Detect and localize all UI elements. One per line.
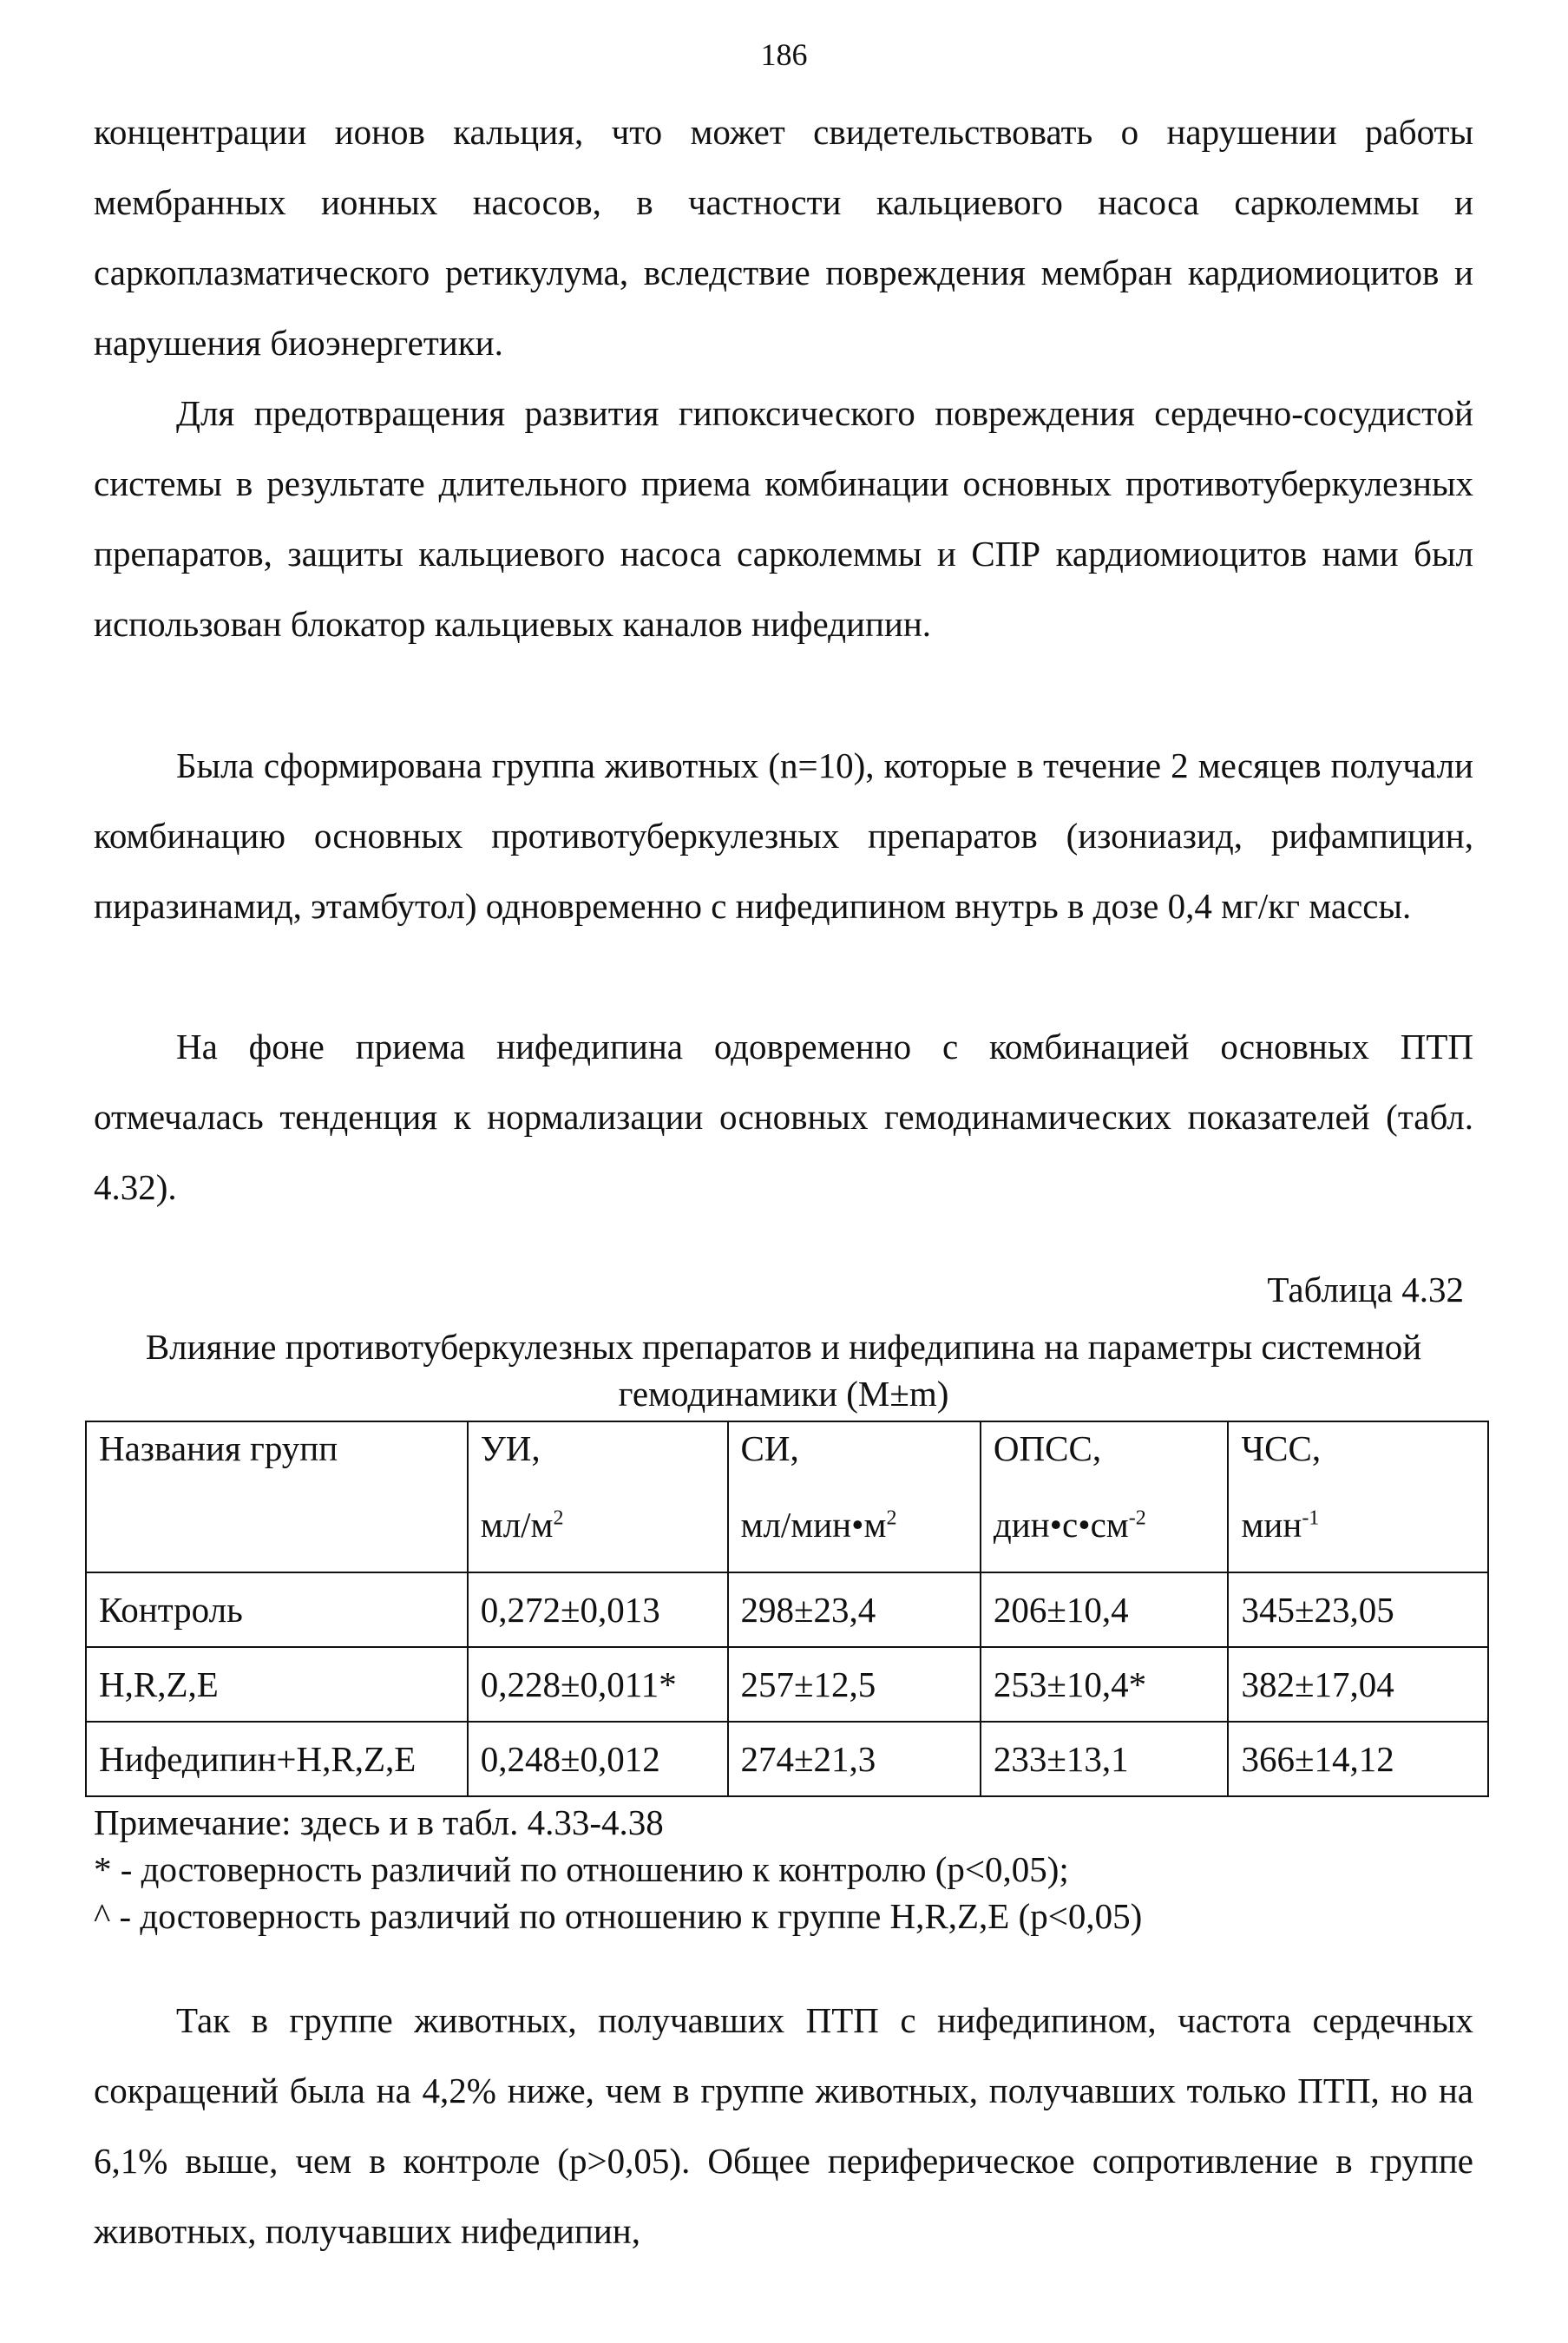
table-notes: [94, 1799, 1482, 1939]
page-number: 186: [760, 37, 808, 72]
table-number: Таблица 4.32: [1267, 1270, 1464, 1309]
table-cell: 257±12,5: [728, 1647, 981, 1722]
header-si: СИ, $мл/мин•м^2$: [728, 1421, 981, 1572]
paragraph-4: На фоне приема нифедипина одовременно с комбинацией основных ПТП отмечалась тенденция к нормализации основных гемодинамических показателей (табл. 4.32).: [94, 1027, 1473, 1207]
paragraph-5: Так в группе животных, получавших ПТП с нифедипином, частота сердечных сокращений была на 4,2% ниже, чем в группе животных, получавших только ПТП, но на 6,1% выше, чем в контроле (p>0,05). Общее периферическое сопротивление в группе животных, получавших нифедипин,: [94, 2000, 1473, 2251]
data-table: [85, 1421, 1489, 1797]
table-row: [86, 1572, 1488, 1647]
table-row: [86, 1722, 1488, 1796]
table-row: [86, 1647, 1488, 1722]
table-cell: 0,248±0,012: [468, 1722, 728, 1796]
note-line: ^ - достоверность различий по отношению к группе H,R,Z,E (p<0,05): [94, 1896, 1143, 1936]
table-cell: 366±14,12: [1228, 1722, 1488, 1796]
paragraph-3: Была сформирована группа животных (n=10), которые в течение 2 месяцев получали комбинацию основных противотуберкулезных препаратов (изониазид, рифампицин, пиразинамид, этамбутол) одновременно с нифедипином внутрь в дозе 0,4 мг/кг массы.: [94, 745, 1473, 926]
paragraph-1: концентрации ионов кальция, что может свидетельствовать о нарушении работы мембранных ионных насосов, в частности кальциевого насоса сарколеммы и саркоплазматического ретикулума, вследствие повреждения мембран кардиомиоцитов и нарушения биоэнергетики.: [94, 112, 1473, 363]
table-cell: 345±23,05: [1228, 1572, 1488, 1647]
header-ui: УИ, $мл/м^2$: [468, 1421, 728, 1572]
table-cell: 382±17,04: [1228, 1647, 1488, 1722]
header-chss: ЧСС, мин$^{-1}$: [1228, 1421, 1488, 1572]
header-opss: ОПСС, $дин•с•см^{-2}$: [981, 1421, 1229, 1572]
table-cell: 253±10,4*: [981, 1647, 1229, 1722]
table-cell: 298±23,4: [728, 1572, 981, 1647]
note-line: Примечание: здесь и в табл. 4.33-4.38: [94, 1802, 664, 1842]
table-cell: H,R,Z,E: [86, 1647, 468, 1722]
table-header-row: [86, 1421, 1488, 1572]
table-cell: 0,228±0,011*: [468, 1647, 728, 1722]
table-cell: 206±10,4: [981, 1572, 1229, 1647]
header-groups: Названия групп: [86, 1421, 468, 1572]
table-cell: Контроль: [86, 1572, 468, 1647]
note-line: * - достоверность различий по отношению к контролю (p<0,05);: [94, 1849, 1069, 1889]
paragraph-2: Для предотвращения развития гипоксического повреждения сердечно-сосудистой системы в результате длительного приема комбинации основных противотуберкулезных препаратов, защиты кальциевого насоса сарколеммы и СПР кардиомиоцитов нами был использован блокатор кальциевых каналов нифедипин.: [94, 393, 1473, 644]
table-caption: Влияние противотуберкулезных препаратов и нифедипина на параметры системной гемодинамики (M±m): [145, 1327, 1422, 1414]
table-cell: 0,272±0,013: [468, 1572, 728, 1647]
table-cell: 274±21,3: [728, 1722, 981, 1796]
table-cell: 233±13,1: [981, 1722, 1229, 1796]
table-cell: Нифедипин+H,R,Z,E: [86, 1722, 468, 1796]
